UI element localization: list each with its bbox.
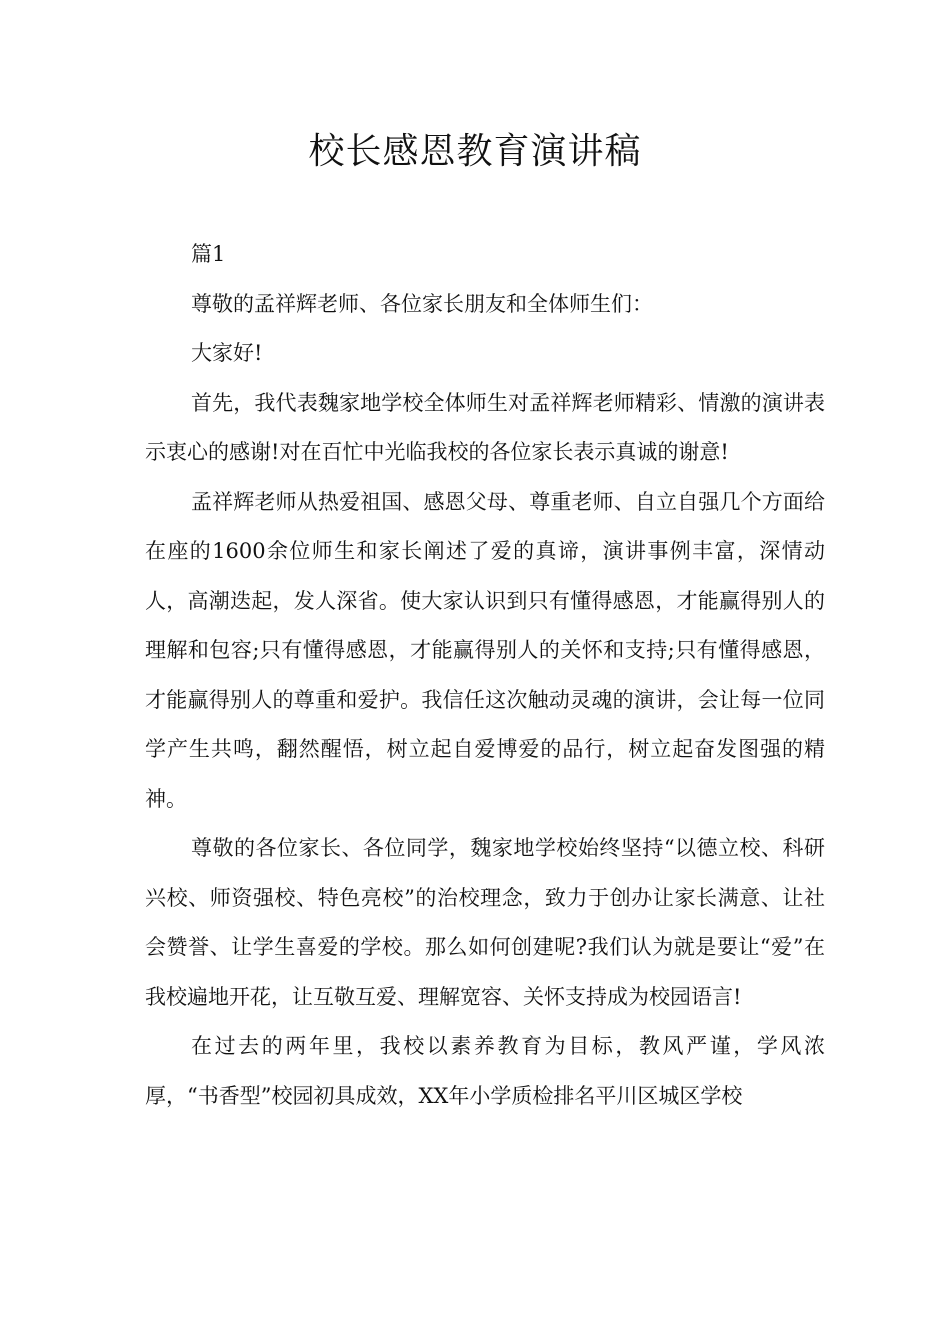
greeting: 大家好! <box>191 341 263 365</box>
document-body <box>145 230 825 1121</box>
document-title: 校长感恩教育演讲稿 <box>308 131 642 172</box>
section-label: 篇1 <box>191 242 226 266</box>
paragraph-achievements: 在过去的两年里，我校以素养教育为目标，教风严谨，学风浓厚，“书香型”校园初具成效，XX年小学质检排名平川区城区学校 <box>145 1034 825 1108</box>
paragraph-thanks: 首先，我代表魏家地学校全体师生对孟祥辉老师精彩、情激的演讲表示衷心的感谢!对在百忙中光临我校的各位家长表示真诚的谢意! <box>145 390 825 464</box>
salutation: 尊敬的孟祥辉老师、各位家长朋友和全体师生们： <box>191 291 653 316</box>
paragraph-speech-summary: 孟祥辉老师从热爱祖国、感恩父母、尊重老师、自立自强几个方面给在座的1600余位师生和家长阐述了爱的真谛，演讲事例丰富，深情动人，高潮迭起，发人深省。使大家认识到只有懂得感恩，才能赢得别人的理解和包容;只有懂得感恩，才能赢得别人的关怀和支持;只有懂得感恩，才能赢得别人的尊重和爱护。我信任这次触动灵魂的演讲，会让每一位同学产生共鸣，翻然醒悟，树立起自爱博爱的品行，树立起奋发图强的精神。 <box>145 489 825 811</box>
paragraph-school-philosophy: 尊敬的各位家长、各位同学，魏家地学校始终坚持“以德立校、科研兴校、师资强校、特色亮校”的治校理念，致力于创办让家长满意、让社会赞誉、让学生喜爱的学校。那么如何创建呢?我们认为就是要让“爱”在我校遍地开花，让互敬互爱、理解宽容、关怀支持成为校园语言! <box>145 836 825 1009</box>
